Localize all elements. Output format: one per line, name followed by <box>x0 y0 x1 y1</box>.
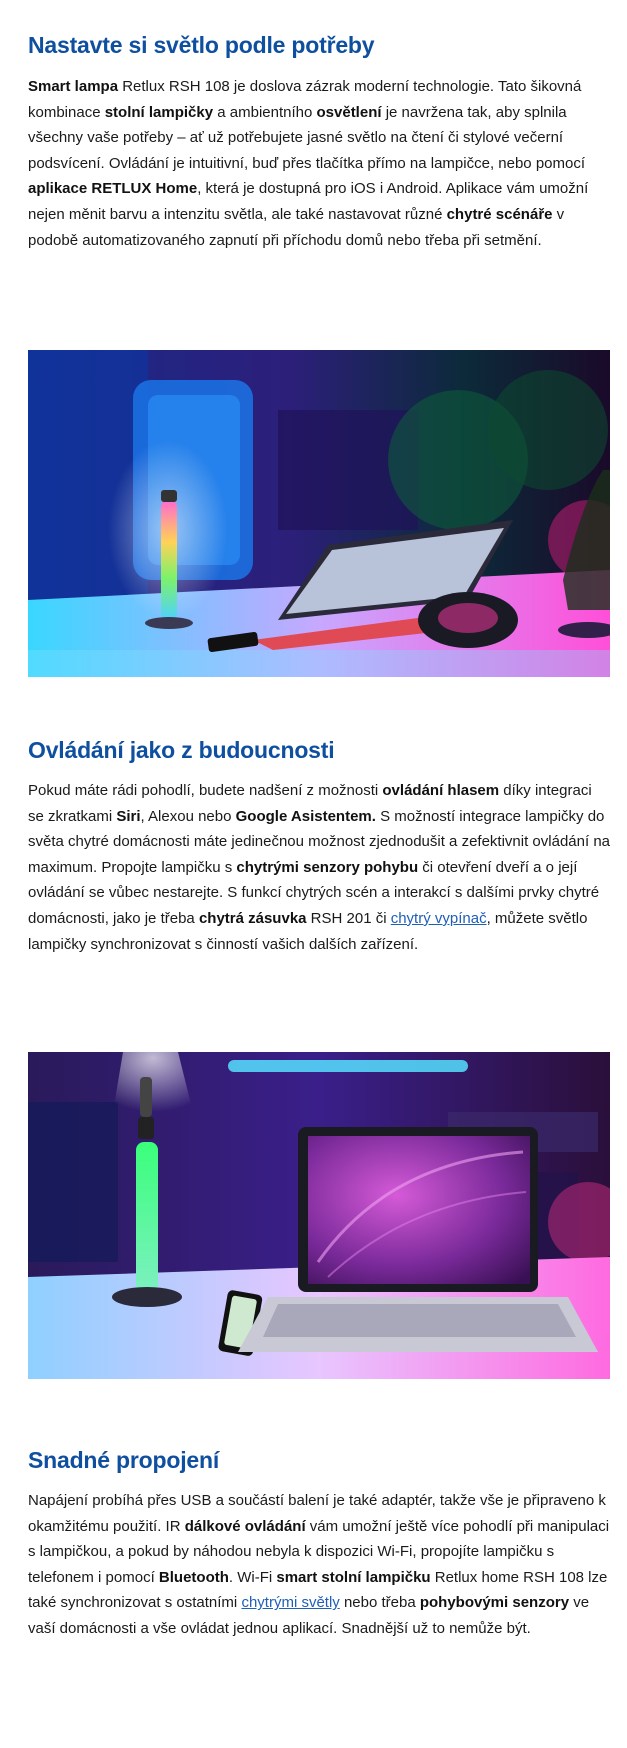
paragraph-text: ve vaší domácnosti a vše ovládat jednou aplikací. Snadnější už to nemůže být. <box>28 1594 590 1637</box>
paragraph-text: RSH 201 či <box>306 909 391 927</box>
bold-keyword: osvětlení <box>316 103 382 121</box>
section-paragraph-future-control <box>28 778 610 957</box>
paragraph-text: díky integraci se zkratkami <box>28 782 592 825</box>
paragraph-text: nebo třeba <box>339 1594 420 1612</box>
paragraph-text: , můžete světlo lampičky synchronizovat s činností vašich dalších zařízení. <box>28 909 588 953</box>
bold-keyword: ovládání hlasem <box>382 782 500 799</box>
paragraph-text: Retlux home RSH 108 lze také synchronizovat s ostatními <box>28 1568 608 1612</box>
bold-keyword: Bluetooth <box>158 1568 229 1586</box>
section-heading-future-control: Ovládání jako z budoucnosti <box>28 737 335 763</box>
section-paragraph-easy-pairing <box>28 1488 610 1642</box>
bold-keyword: chytrými senzory pohybu <box>236 858 419 876</box>
paragraph-text: v podobě automatizovaného zapnutí při příchodu domů nebo třeba při setmění. <box>28 205 565 249</box>
paragraph-text: S možností integrace lampičky do světa chytré domácnosti máte jedinečnou možnost zjednodušit a zefektivnit ovládání na maximum. Propojte lampičku s <box>28 807 610 876</box>
bold-keyword: chytré scénáře <box>446 205 553 223</box>
bold-keyword: Smart lampa <box>28 78 119 95</box>
paragraph-text: Napájení probíhá přes USB a součástí balení je také adaptér, takže vše je připraveno k okamžitému použití. IR <box>28 1492 606 1535</box>
paragraph-text: , která je dostupná pro iOS i Android. Aplikace vám umožní nejen měnit barvu a intenzitu světla, ale také nastavovat různé <box>28 180 589 223</box>
paragraph-text: či otevření dveří a o její ovládání se vůbec nestarejte. S funkcí chytrých scén a interakcí s dalšími prvky chytré domácnosti, jako je třeba <box>28 858 600 927</box>
paragraph-text: vám umožní ještě více pohodlí při manipulaci s lampičkou, a pokud by náhodou nebyla k dispozici Wi-Fi, propojíte lampičku s telefonem i pomocí <box>28 1517 610 1586</box>
bold-keyword: Siri <box>116 807 141 825</box>
section-heading-easy-pairing: Snadné propojení <box>28 1447 220 1473</box>
bold-keyword: dálkové ovládání <box>184 1517 306 1535</box>
paragraph-text: a ambientního <box>213 103 317 121</box>
inline-link[interactable]: chytrý vypínač <box>390 909 487 927</box>
lamp-desk-photo-2 <box>28 1052 610 1379</box>
bold-keyword: aplikace RETLUX Home <box>28 180 198 198</box>
bold-keyword: chytrá zásuvka <box>198 909 307 927</box>
inline-link[interactable]: chytrými světly <box>241 1594 340 1612</box>
paragraph-text: Retlux RSH 108 je doslova zázrak moderní technologie. Tato šikovná kombinace <box>28 78 582 121</box>
paragraph-text: . Wi-Fi <box>228 1568 277 1586</box>
bold-keyword: pohybovými senzory <box>419 1594 570 1612</box>
bold-keyword: smart stolní lampičku <box>276 1568 431 1586</box>
section-heading-light-settings: Nastavte si světlo podle potřeby <box>28 32 375 58</box>
paragraph-text: , Alexou nebo <box>140 807 236 825</box>
paragraph-text: je navržena tak, aby splnila všechny vaše potřeby – ať už potřebujete jasné světlo na čtení či stylové večerní podsvícení. Ovládání je intuitivní, buď přes tlačítka přímo na lampičce, nebo pomocí <box>28 103 586 172</box>
bold-keyword: Google Asistentem. <box>235 807 376 825</box>
bold-keyword: stolní lampičky <box>104 103 214 121</box>
section-paragraph-light-settings <box>28 74 610 253</box>
lamp-desk-photo-1 <box>28 350 610 677</box>
paragraph-text: Pokud máte rádi pohodlí, budete nadšení z možnosti <box>28 782 383 799</box>
